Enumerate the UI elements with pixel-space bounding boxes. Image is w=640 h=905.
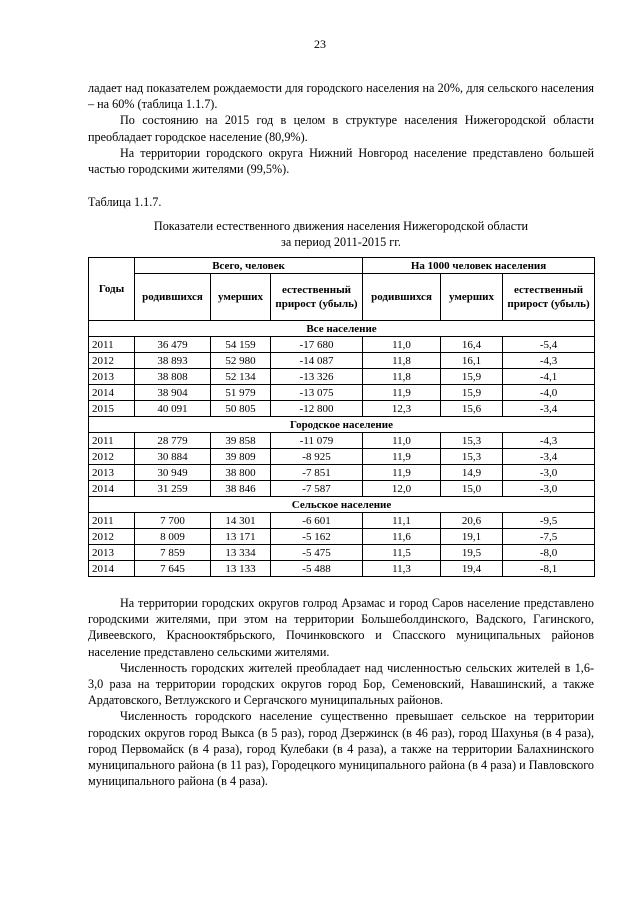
header-born: родившихся	[363, 274, 441, 321]
value-cell: 31 259	[135, 481, 211, 497]
value-cell: 16,1	[441, 353, 503, 369]
value-cell: 15,6	[441, 401, 503, 417]
value-cell: 19,5	[441, 545, 503, 561]
year-cell: 2011	[89, 337, 135, 353]
section-title: Городское население	[89, 417, 595, 433]
paragraph: На территории городских округов голрод Арзамас и город Саров население представлено городскими жителями, при этом на территории Большеболдинского, Вадского, Гагинского, Дивеевского, Краснооктябрьского, Починковского и Спасского муниципальных районов население представлено сельскими жителями.	[88, 596, 594, 659]
year-cell: 2014	[89, 481, 135, 497]
value-cell: -5 488	[271, 561, 363, 577]
table-title-line: за период 2011-2015 гг.	[281, 235, 401, 250]
header-growth: естественный прирост (убыль)	[271, 274, 363, 321]
value-cell: -8 925	[271, 449, 363, 465]
value-cell: -4,0	[503, 385, 595, 401]
value-cell: 7 645	[135, 561, 211, 577]
header-growth: естественный прирост (убыль)	[503, 274, 595, 321]
value-cell: 19,4	[441, 561, 503, 577]
population-table	[88, 257, 595, 577]
table-row	[89, 433, 595, 449]
value-cell: 14,9	[441, 465, 503, 481]
paragraph: По состоянию на 2015 год в целом в структуре населения Нижегородской области преобладает городское население (80,9%).	[88, 113, 594, 144]
value-cell: 7 859	[135, 545, 211, 561]
value-cell: -13 075	[271, 385, 363, 401]
table-row	[89, 401, 595, 417]
value-cell: -13 326	[271, 369, 363, 385]
value-cell: 11,0	[363, 337, 441, 353]
paragraph: Численность городского население существенно превышает сельское на территории городских округов город Выкса (в 5 раз), город Дзержинск (в 46 раз), город Шахунья (в 4 раза), город Первомайск (в 4 раза), город Кулебаки (в 4 раза), а также на территории Балахнинского муниципального района (в 11 раз), Городецкого муниципального района (в 4 раза) и Павловского муниципального района (в 4 раза).	[88, 709, 594, 789]
value-cell: 15,0	[441, 481, 503, 497]
value-cell: 39 809	[211, 449, 271, 465]
value-cell: -7 587	[271, 481, 363, 497]
table-row	[89, 465, 595, 481]
value-cell: 7 700	[135, 513, 211, 529]
paragraph: ладает над показателем рождаемости для городского населения на 20%, для сельского населения – на 60% (таблица 1.1.7).	[88, 81, 594, 112]
value-cell: 54 159	[211, 337, 271, 353]
value-cell: 30 949	[135, 465, 211, 481]
value-cell: 12,0	[363, 481, 441, 497]
value-cell: -11 079	[271, 433, 363, 449]
section-title: Сельское население	[89, 497, 595, 513]
value-cell: 13 171	[211, 529, 271, 545]
year-cell: 2013	[89, 465, 135, 481]
table-row	[89, 369, 595, 385]
year-cell: 2011	[89, 513, 135, 529]
year-cell: 2015	[89, 401, 135, 417]
value-cell: -6 601	[271, 513, 363, 529]
table-label: Таблица 1.1.7.	[88, 195, 162, 209]
value-cell: 15,3	[441, 433, 503, 449]
value-cell: 39 858	[211, 433, 271, 449]
table-row	[89, 337, 595, 353]
table-row	[89, 561, 595, 577]
value-cell: 30 884	[135, 449, 211, 465]
value-cell: 15,9	[441, 385, 503, 401]
section-row	[89, 497, 595, 513]
value-cell: 52 980	[211, 353, 271, 369]
header-died: умерших	[441, 274, 503, 321]
value-cell: -8,1	[503, 561, 595, 577]
value-cell: 14 301	[211, 513, 271, 529]
table-title-line: Показатели естественного движения населения Нижегородской области	[153, 219, 529, 233]
value-cell: 11,9	[363, 465, 441, 481]
value-cell: -5 475	[271, 545, 363, 561]
top-text-block	[88, 80, 594, 177]
value-cell: 11,9	[363, 449, 441, 465]
value-cell: -4,3	[503, 433, 595, 449]
value-cell: 15,3	[441, 449, 503, 465]
value-cell: -12 800	[271, 401, 363, 417]
value-cell: 8 009	[135, 529, 211, 545]
value-cell: -5 162	[271, 529, 363, 545]
value-cell: 19,1	[441, 529, 503, 545]
value-cell: 38 808	[135, 369, 211, 385]
value-cell: 11,8	[363, 369, 441, 385]
header-died: умерших	[211, 274, 271, 321]
value-cell: 36 479	[135, 337, 211, 353]
value-cell: -17 680	[271, 337, 363, 353]
value-cell: 38 904	[135, 385, 211, 401]
table-row	[89, 353, 595, 369]
value-cell: -14 087	[271, 353, 363, 369]
value-cell: -8,0	[503, 545, 595, 561]
bottom-text-block	[88, 595, 594, 789]
table-row	[89, 449, 595, 465]
section-title: Все население	[89, 321, 595, 337]
value-cell: 28 779	[135, 433, 211, 449]
paragraph: На территории городского округа Нижний Новгород население представлено большей частью городскими жителями (99,5%).	[88, 145, 594, 177]
value-cell: -7,5	[503, 529, 595, 545]
paragraph: Численность городских жителей преобладает над численностью сельских жителей в 1,6-3,0 раза на территории городских округов город Бор, Семеновский, Навашинский, а также Ардатовского, Ветлужского и Сергачского муниципальных районов.	[88, 660, 594, 708]
value-cell: 20,6	[441, 513, 503, 529]
value-cell: 12,3	[363, 401, 441, 417]
value-cell: 11,1	[363, 513, 441, 529]
value-cell: 16,4	[441, 337, 503, 353]
year-cell: 2012	[89, 449, 135, 465]
year-cell: 2014	[89, 385, 135, 401]
table-title	[88, 218, 594, 250]
table-row	[89, 529, 595, 545]
value-cell: 50 805	[211, 401, 271, 417]
value-cell: -4,3	[503, 353, 595, 369]
value-cell: -3,4	[503, 449, 595, 465]
year-cell: 2014	[89, 561, 135, 577]
value-cell: 15,9	[441, 369, 503, 385]
value-cell: -9,5	[503, 513, 595, 529]
header-group-per1000: На 1000 человек населения	[363, 258, 595, 274]
value-cell: 11,0	[363, 433, 441, 449]
value-cell: -5,4	[503, 337, 595, 353]
header-years: Годы	[89, 258, 135, 321]
value-cell: 11,5	[363, 545, 441, 561]
year-cell: 2011	[89, 433, 135, 449]
value-cell: 11,9	[363, 385, 441, 401]
value-cell: -4,1	[503, 369, 595, 385]
value-cell: 13 334	[211, 545, 271, 561]
year-cell: 2013	[89, 369, 135, 385]
value-cell: 11,3	[363, 561, 441, 577]
table-row	[89, 481, 595, 497]
section-row	[89, 417, 595, 433]
year-cell: 2012	[89, 529, 135, 545]
value-cell: -3,0	[503, 481, 595, 497]
header-group-total: Всего, человек	[135, 258, 363, 274]
year-cell: 2013	[89, 545, 135, 561]
table-row	[89, 385, 595, 401]
value-cell: 38 800	[211, 465, 271, 481]
value-cell: 13 133	[211, 561, 271, 577]
table-row	[89, 513, 595, 529]
value-cell: 40 091	[135, 401, 211, 417]
table-row	[89, 545, 595, 561]
value-cell: 11,6	[363, 529, 441, 545]
value-cell: 38 893	[135, 353, 211, 369]
value-cell: 11,8	[363, 353, 441, 369]
header-born: родившихся	[135, 274, 211, 321]
value-cell: 38 846	[211, 481, 271, 497]
page-number: 23	[314, 37, 326, 51]
value-cell: 52 134	[211, 369, 271, 385]
year-cell: 2012	[89, 353, 135, 369]
section-row	[89, 321, 595, 337]
value-cell: -3,0	[503, 465, 595, 481]
value-cell: -7 851	[271, 465, 363, 481]
value-cell: -3,4	[503, 401, 595, 417]
table-body	[89, 321, 595, 577]
value-cell: 51 979	[211, 385, 271, 401]
